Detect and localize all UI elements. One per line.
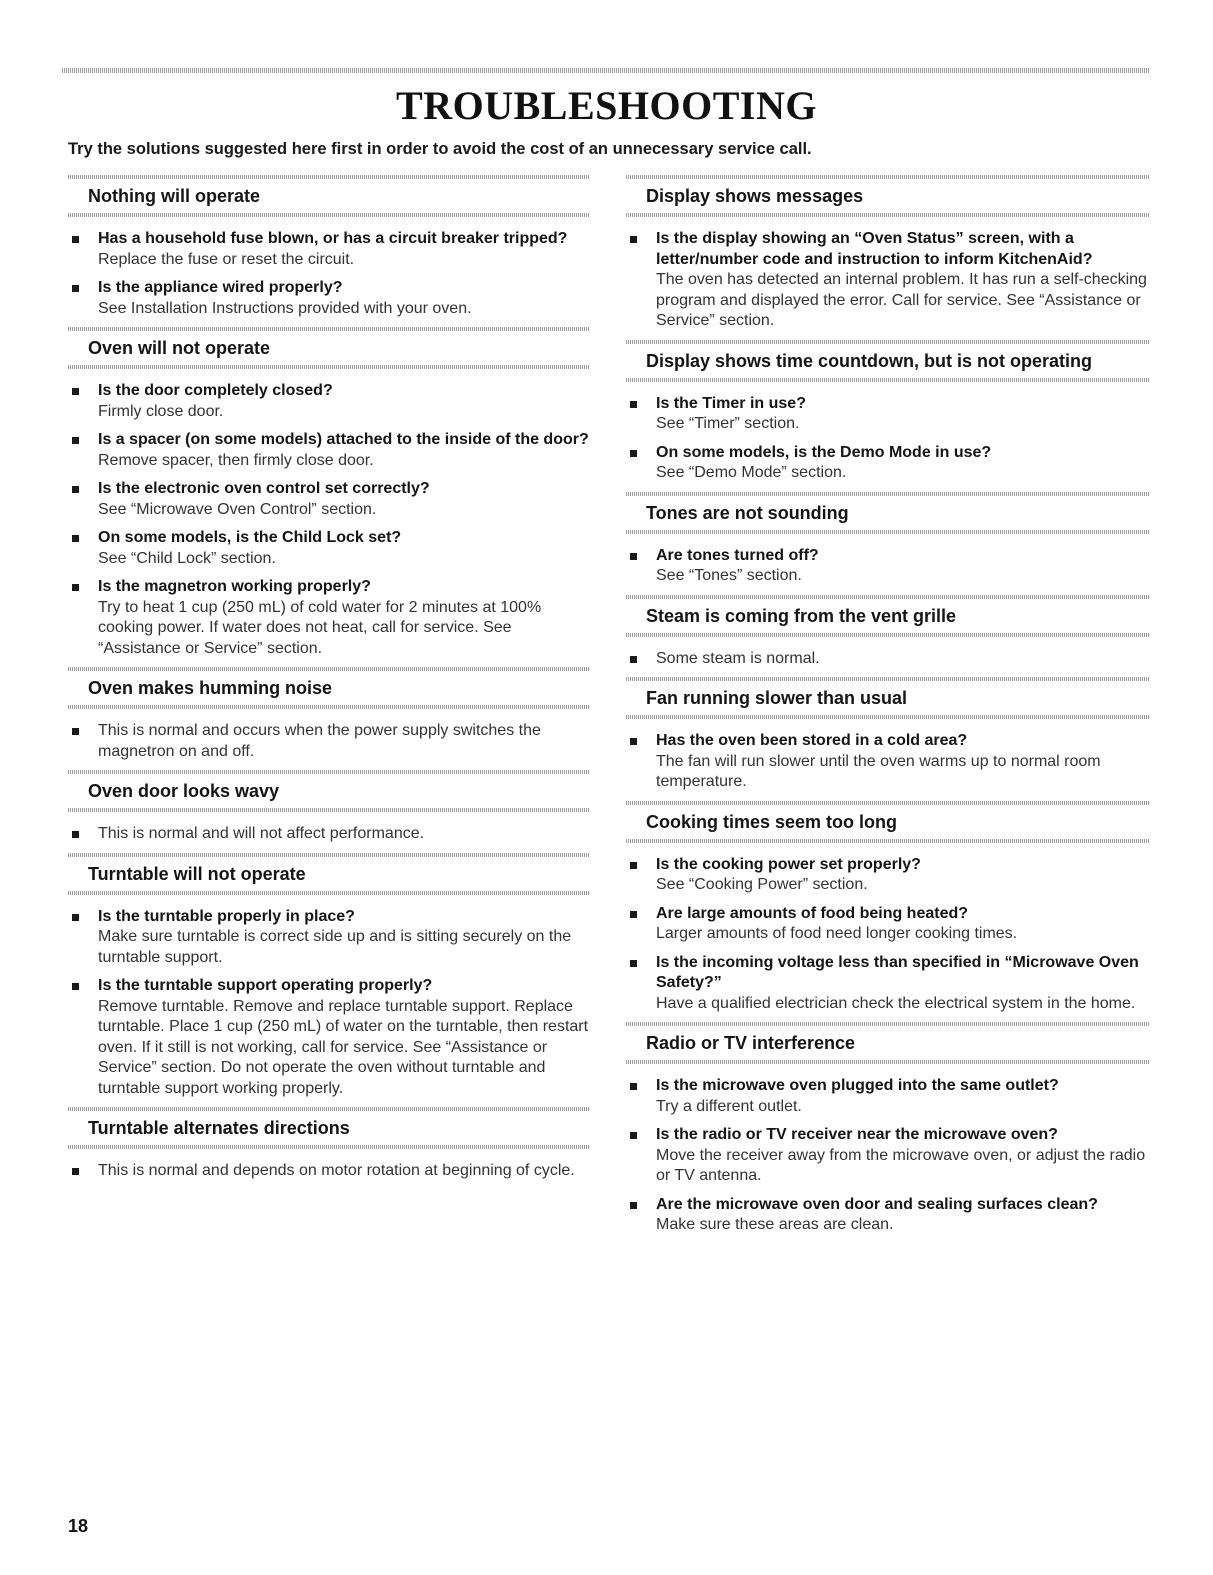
section-heading: Cooking times seem too long <box>646 811 898 832</box>
question-text: Is a spacer (on some models) attached to the inside of the door? <box>98 431 589 448</box>
list-item <box>68 381 590 422</box>
section-nothing-will-operate <box>68 175 590 319</box>
list-item <box>68 824 590 845</box>
item-list <box>626 637 1150 670</box>
section-heading: Display shows messages <box>646 186 864 206</box>
square-bullet-icon <box>630 656 637 663</box>
square-bullet-icon <box>72 584 79 591</box>
answer-text: Firmly close door. <box>98 402 224 420</box>
answer-text: See “Tones” section. <box>656 567 802 584</box>
page-number: 18 <box>68 1516 89 1536</box>
page-subtitle: Try the solutions suggested here first in order to avoid the cost of an unnecessary service call. <box>68 140 812 158</box>
answer-text: Move the receiver away from the microwave oven, or adjust the radio or TV antenna. <box>656 1146 1146 1184</box>
question-text: Are tones turned off? <box>656 546 819 564</box>
top-rule <box>62 68 1150 73</box>
list-item <box>626 1076 1150 1117</box>
left-column <box>68 175 590 1190</box>
section-oven-door-looks-wavy <box>68 770 590 845</box>
section-steam-is-coming-from-the-vent-grille <box>626 595 1150 670</box>
question-text: Is the turntable support operating properly? <box>98 977 433 994</box>
section-heading: Steam is coming from the vent grille <box>646 605 957 626</box>
item-list <box>626 217 1150 332</box>
answer-text: This is normal and depends on motor rotation at beginning of cycle. <box>98 1162 575 1179</box>
section-cooking-times-seem-too-long <box>626 801 1150 1015</box>
square-bullet-icon <box>72 728 79 735</box>
section-oven-will-not-operate <box>68 327 590 659</box>
square-bullet-icon <box>72 236 79 243</box>
page-title: TROUBLESHOOTING <box>396 83 817 128</box>
square-bullet-icon <box>72 486 79 493</box>
section-heading: Display shows time countdown, but is not operating <box>646 350 1093 371</box>
answer-text: Make sure these areas are clean. <box>656 1216 894 1233</box>
square-bullet-icon <box>630 960 637 967</box>
answer-text: This is normal and will not affect performance. <box>98 825 425 842</box>
square-bullet-icon <box>630 553 637 560</box>
answer-text: See “Child Lock” section. <box>98 549 276 567</box>
answer-text: Try a different outlet. <box>656 1097 802 1115</box>
list-item <box>626 731 1150 793</box>
section-display-shows-messages <box>626 175 1150 332</box>
answer-text: Have a qualified electrician check the electrical system in the home. <box>656 994 1136 1012</box>
list-item <box>626 546 1150 587</box>
section-turntable-will-not-operate <box>68 853 590 1100</box>
question-text: Is the electronic oven control set correctly? <box>98 480 430 497</box>
list-item <box>68 577 590 659</box>
answer-text: See “Demo Mode” section. <box>656 464 847 481</box>
item-list <box>68 1149 590 1182</box>
item-list <box>68 812 590 845</box>
list-item <box>626 904 1150 945</box>
question-text: Is the microwave oven plugged into the same outlet? <box>656 1077 1059 1094</box>
question-text: On some models, is the Child Lock set? <box>98 529 402 546</box>
question-text: Is the magnetron working properly? <box>98 578 371 595</box>
section-heading: Turntable alternates directions <box>88 1118 350 1138</box>
question-text: Has the oven been stored in a cold area? <box>656 732 968 749</box>
list-item <box>68 907 590 969</box>
answer-text: See Installation Instructions provided with your oven. <box>98 299 472 317</box>
square-bullet-icon <box>630 1202 637 1209</box>
list-item <box>68 976 590 1099</box>
answer-text: Larger amounts of food need longer cooking times. <box>656 925 1018 942</box>
list-item <box>626 1125 1150 1187</box>
square-bullet-icon <box>72 437 79 444</box>
square-bullet-icon <box>630 911 637 918</box>
square-bullet-icon <box>72 388 79 395</box>
right-column <box>626 175 1150 1244</box>
answer-text: The fan will run slower until the oven warms up to normal room temperature. <box>656 752 1101 790</box>
list-item <box>68 479 590 520</box>
square-bullet-icon <box>72 1168 79 1175</box>
square-bullet-icon <box>72 285 79 292</box>
section-fan-running-slower-than-usual <box>626 677 1150 793</box>
list-item <box>68 1161 590 1182</box>
square-bullet-icon <box>630 1132 637 1139</box>
section-turntable-alternates-directions <box>68 1107 590 1182</box>
answer-text: The oven has detected an internal problem. It has run a self-checking program and displayed the error. Call for service. See “Assistance or Service” section. <box>656 271 1147 329</box>
answer-text: Some steam is normal. <box>656 649 820 667</box>
item-list <box>68 217 590 319</box>
question-text: Is the door completely closed? <box>98 382 333 399</box>
list-item <box>626 443 1150 484</box>
list-item <box>68 278 590 319</box>
section-heading: Oven will not operate <box>88 338 271 358</box>
answer-text: This is normal and occurs when the power supply switches the magnetron on and off. <box>98 722 541 760</box>
answer-text: Remove spacer, then firmly close door. <box>98 451 374 469</box>
section-radio-or-tv-interference <box>626 1022 1150 1236</box>
section-heading: Radio or TV interference <box>646 1033 856 1053</box>
answer-text: Make sure turntable is correct side up and is sitting securely on the turntable support. <box>98 928 572 966</box>
answer-text: See “Cooking Power” section. <box>656 876 868 893</box>
item-list <box>626 843 1150 1015</box>
list-item <box>626 229 1150 332</box>
square-bullet-icon <box>72 831 79 838</box>
question-text: Is the display showing an “Oven Status” screen, with a letter/number code and instruction to inform KitchenAid? <box>656 230 1093 268</box>
list-item <box>626 953 1150 1015</box>
item-list <box>68 895 590 1100</box>
section-display-shows-time-countdown-but-is-not-operating <box>626 340 1150 484</box>
square-bullet-icon <box>630 401 637 408</box>
list-item <box>626 855 1150 896</box>
answer-text: Replace the fuse or reset the circuit. <box>98 250 355 268</box>
answer-text: See “Microwave Oven Control” section. <box>98 500 377 518</box>
square-bullet-icon <box>630 738 637 745</box>
section-heading: Nothing will operate <box>88 186 261 206</box>
question-text: Is the Timer in use? <box>656 394 806 412</box>
list-item <box>68 229 590 270</box>
section-tones-are-not-sounding <box>626 492 1150 587</box>
item-list <box>626 719 1150 793</box>
section-heading: Oven door looks wavy <box>88 781 280 801</box>
question-text: Is the cooking power set properly? <box>656 855 921 873</box>
list-item <box>626 394 1150 435</box>
square-bullet-icon <box>72 983 79 990</box>
square-bullet-icon <box>630 862 637 869</box>
square-bullet-icon <box>630 450 637 457</box>
section-heading: Turntable will not operate <box>88 863 306 884</box>
list-item <box>68 721 590 762</box>
answer-text: See “Timer” section. <box>656 415 800 432</box>
list-item <box>626 1195 1150 1236</box>
question-text: Is the radio or TV receiver near the microwave oven? <box>656 1126 1058 1143</box>
square-bullet-icon <box>630 1083 637 1090</box>
list-item <box>68 430 590 471</box>
section-heading: Tones are not sounding <box>646 502 849 523</box>
question-text: Are the microwave oven door and sealing surfaces clean? <box>656 1195 1098 1213</box>
answer-text: Remove turntable. Remove and replace turntable support. Replace turntable. Place 1 cup (250 mL) of water on the turntable, then restart oven. If it still is not working, call for service. See “Assistance or Service” section. Do not operate the oven without turntable and turntable support working properly. <box>98 997 589 1097</box>
question-text: Are large amounts of food being heated? <box>656 904 969 922</box>
question-text: Has a household fuse blown, or has a circuit breaker tripped? <box>98 230 568 247</box>
answer-text: Try to heat 1 cup (250 mL) of cold water for 2 minutes at 100% cooking power. If water does not heat, call for service. See “Assistance or Service” section. <box>98 598 542 657</box>
question-text: Is the appliance wired properly? <box>98 279 343 296</box>
question-text: Is the incoming voltage less than specified in “Microwave Oven Safety?” <box>656 953 1139 991</box>
item-list <box>68 709 590 762</box>
item-list <box>626 534 1150 587</box>
section-heading: Fan running slower than usual <box>646 688 908 708</box>
list-item <box>68 528 590 569</box>
section-heading: Oven makes humming noise <box>88 678 333 698</box>
list-item <box>626 649 1150 670</box>
question-text: On some models, is the Demo Mode in use? <box>656 443 992 461</box>
square-bullet-icon <box>72 914 79 921</box>
item-list <box>626 1064 1150 1236</box>
square-bullet-icon <box>630 236 637 243</box>
section-oven-makes-humming-noise <box>68 667 590 762</box>
square-bullet-icon <box>72 535 79 542</box>
question-text: Is the turntable properly in place? <box>98 907 355 925</box>
item-list <box>626 382 1150 484</box>
item-list <box>68 369 590 659</box>
